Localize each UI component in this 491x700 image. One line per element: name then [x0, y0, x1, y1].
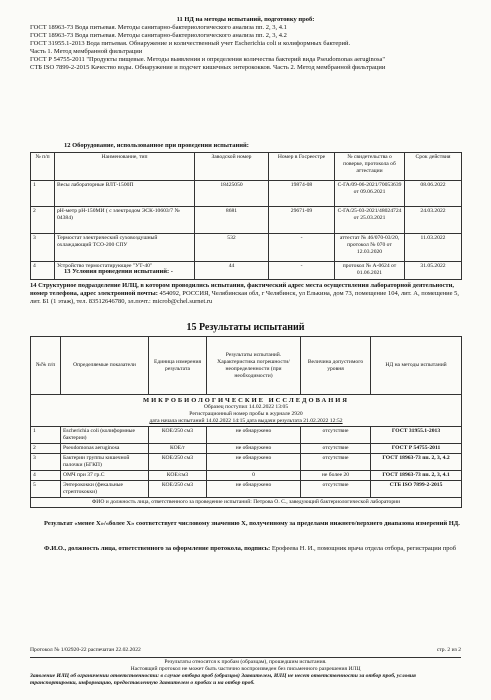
cell: Бактерии группы кишечной палочки (БГКП) — [61, 454, 149, 471]
eq-h-serial: Заводской номер — [195, 153, 269, 181]
res-h-num: №№ п/п — [31, 337, 61, 395]
section-11 — [30, 16, 461, 72]
cell: Весы лабораторные ВЛТ-1500П — [55, 181, 195, 207]
table-row — [31, 427, 462, 444]
s11-line-5: ГОСТ Р 54755-2011 "Продукты пищевые. Методы выявления и определения количества бактерий вида Pseudomonas aeruginosa" — [30, 56, 386, 63]
cell: 29671-09 — [269, 207, 335, 234]
registration-number: Регистрационный номер пробы в журнале 2920 — [189, 411, 303, 417]
cell: ГОСТ 18963-73 пп. 2, 3, 4.2 — [371, 454, 462, 471]
cell: 5 — [31, 481, 61, 498]
footer-meta — [30, 647, 461, 655]
cell: ГОСТ 18963-73 пп. 2, 3, 4.1 — [371, 471, 462, 481]
cell: С-ГА/25-03-2021/48024724 от 25.03.2021 — [335, 207, 405, 234]
cell: ГОСТ Р 54755-2011 — [371, 444, 462, 454]
cell: протокол № А-0624 от 01.06.2021 — [335, 262, 405, 280]
res-h-unit: Единица измерения результата — [149, 337, 207, 395]
table-row — [31, 444, 462, 454]
cell: 532 — [195, 234, 269, 262]
cell: КОЕ/250 см3 — [149, 481, 207, 498]
cell: Энтерококки (фекальные стрептококки) — [61, 481, 149, 498]
section-11-title: 11 НД на методы испытаний, подготовку проб: — [176, 16, 315, 23]
responsible-person: ФИО и должность лица, ответственного за проведение испытаний: Петрова О. С., заведующий бактериологической лаборатории — [31, 498, 462, 508]
protocol-number: Протокол № 1/02920-22 распечатан 22.02.2022 — [30, 647, 141, 653]
cell: 8681 — [195, 207, 269, 234]
table-row — [31, 234, 462, 262]
footer-line-1: Результаты относятся к пробам (образцам), прошедшим испытания. — [164, 659, 327, 665]
cell: КОЕ/250 см3 — [149, 454, 207, 471]
cell: 4 — [31, 262, 55, 280]
cell: С-ГА/09-06-2021/70053639 от 09.06.2021 — [335, 181, 405, 207]
section-12 — [30, 142, 461, 150]
table-row — [31, 481, 462, 498]
results-subheader-row — [31, 395, 462, 427]
cell: 1 — [31, 427, 61, 444]
cell: pH-метр pH-150МИ ( с электродом ЭСК-10603/7 № 04384) — [55, 207, 195, 234]
eq-h-cert: № свидетельства о поверке, протокола об аттестации — [335, 153, 405, 181]
cell: не обнаружено — [207, 444, 301, 454]
cell: СТБ ISO 7899-2-2015 — [371, 481, 462, 498]
equipment-table-wrap — [30, 152, 461, 280]
cell: 2 — [31, 444, 61, 454]
cell: 4 — [31, 471, 61, 481]
section-14-body: 454092, РОССИЯ, Челябинская обл, г Челябинск, ул Елькина, дом 73, помещение 104, лит. А, помещение 5, лит. Б1 (1 этаж), тел. 83512646780, эл.почт.: microb@chel.surnet.ru — [30, 290, 460, 305]
res-h-limit: Величина допустимого уровня — [301, 337, 371, 395]
cell: 18425050 — [195, 181, 269, 207]
footer-notes — [30, 659, 461, 687]
cell: 2 — [31, 207, 55, 234]
cell: не более 20 — [301, 471, 371, 481]
section-14 — [30, 282, 461, 306]
cell: отсутствие — [301, 444, 371, 454]
cell: КОЕ/см3 — [149, 471, 207, 481]
s11-line-4: Часть 1. Метод мембранной фильтрации — [30, 48, 143, 55]
page-number: стр. 2 из 2 — [436, 647, 461, 653]
section-12-title: 12 Оборудование, использованное при проведении испытаний: — [64, 142, 249, 149]
cell: не обнаружено — [207, 454, 301, 471]
cell: 3 — [31, 234, 55, 262]
results-table-wrap — [30, 336, 461, 508]
sample-received: Образец поступил 14.02.2022 13:05 — [203, 404, 289, 410]
signer-block — [44, 545, 461, 553]
cell: 1 — [31, 181, 55, 207]
cell: 0 — [207, 471, 301, 481]
cell: аттестат № 46/070-03/20, протокол № 070 от 12.03.2020 — [335, 234, 405, 262]
results-header-row — [31, 337, 462, 395]
signer-value: Ерофеева Н. И., помощник врача отдела отбора, регистрации проб — [271, 545, 457, 552]
s11-line-6: СТБ ISO 7899-2-2015 Качество воды. Обнаружение и подсчет кишечных энтерококков. Часть 2. Метод мембранной фильтрации — [30, 64, 386, 71]
eq-h-num: № п/п — [31, 153, 55, 181]
cell: не обнаружено — [207, 427, 301, 444]
section-14-title: 14 Структурное подразделение ИЛЦ, в котором проводились испытания, фактический адрес места осуществления лабораторной деятельности, номер телефона, адрес электронной почты: — [30, 282, 454, 297]
eq-h-name: Наименование, тип — [55, 153, 195, 181]
eq-h-reg: Номер в Госреестре — [269, 153, 335, 181]
cell: отсутствие — [301, 454, 371, 471]
cell: КОЕ/250 см3 — [149, 427, 207, 444]
table-row — [31, 471, 462, 481]
cell: Термостат электрический суховоздушный охлаждающий ТСО-200 СПУ — [55, 234, 195, 262]
cell: - — [269, 234, 335, 262]
s11-line-2: ГОСТ 18963-73 Вода питьевая. Методы санитарно-бактериологического анализа пп. 2, 3, 4.2 — [30, 32, 287, 39]
footer-line-2: Настоящий протокол не может быть частично воспроизведен без письменного разрешения ИЛЦ — [130, 666, 361, 672]
microbiology-heading: МИКРОБИОЛОГИЧЕСКИЕ ИССЛЕДОВАНИЯ — [142, 397, 349, 404]
responsible-row — [31, 498, 462, 508]
results-table — [30, 336, 462, 508]
cell: 24.03.2022 — [405, 207, 462, 234]
cell: 3 — [31, 454, 61, 471]
range-note: Результат «менее X»/«более X» соответствует числовому значению X, полученному за пределами нижнего/верхнего диапазона измерений НД. — [44, 520, 460, 527]
footer-divider — [30, 657, 461, 658]
cell: 44 — [195, 262, 269, 280]
cell: 11.03.2022 — [405, 234, 462, 262]
cell: отсутствие — [301, 481, 371, 498]
cell: КОЕ/г — [149, 444, 207, 454]
cell: ГОСТ 31955.1-2013 — [371, 427, 462, 444]
cell: Устройство термостатирующее "УТ-40" — [55, 262, 195, 280]
res-h-method: НД на методы испытаний — [371, 337, 462, 395]
test-dates: дата начала испытаний 14.02.2022 14:15 дата выдачи результата 21.02.2022 12:52 — [149, 418, 343, 424]
cell: не обнаружено — [207, 481, 301, 498]
signer-label: Ф.И.О., должность лица, ответственного за оформление протокола, подпись: — [44, 545, 271, 552]
cell: отсутствие — [301, 427, 371, 444]
eq-h-valid: Срок действия — [405, 153, 462, 181]
cell: Pseudomonas aeruginosa — [61, 444, 149, 454]
equipment-header-row — [31, 153, 462, 181]
cell: 08.06.2022 — [405, 181, 462, 207]
table-row — [31, 454, 462, 471]
table-row — [31, 207, 462, 234]
cell: ОМЧ при 37 гр.С — [61, 471, 149, 481]
cell: - — [269, 262, 335, 280]
cell: Escherichia coli (колиформные бактерии) — [61, 427, 149, 444]
section-13: 13 Условия проведения испытаний: - — [64, 268, 173, 275]
equipment-table — [30, 152, 462, 280]
results-subheader — [31, 395, 462, 427]
table-row — [31, 181, 462, 207]
res-h-indicator: Определяемые показатели — [61, 337, 149, 395]
footer-line-3: Заявление ИЛЦ об ограничении ответственности: в случае отбора проб (образцов) Заявителем, ИЛЦ не несет ответственности за отбор проб, условия транспортировки, информацию, предоставленную Заявителем о пробах и на отбор проб. — [30, 673, 416, 686]
cell: 31.05.2022 — [405, 262, 462, 280]
s11-line-3: ГОСТ 31955.1-2013 Вода питьевая. Обнаружение и количественный учет Escherichia coli и колиформных бактерий. — [30, 40, 351, 47]
s11-line-1: ГОСТ 18963-73 Вода питьевая. Методы санитарно-бактериологического анализа пп. 2, 3, 4.1 — [30, 24, 287, 31]
res-h-result: Результаты испытаний. Характеристика погрешности/ неопределенности (при необходимости) — [207, 337, 301, 395]
cell: 19874-08 — [269, 181, 335, 207]
section-15-title: 15 Результаты испытаний — [186, 322, 305, 333]
